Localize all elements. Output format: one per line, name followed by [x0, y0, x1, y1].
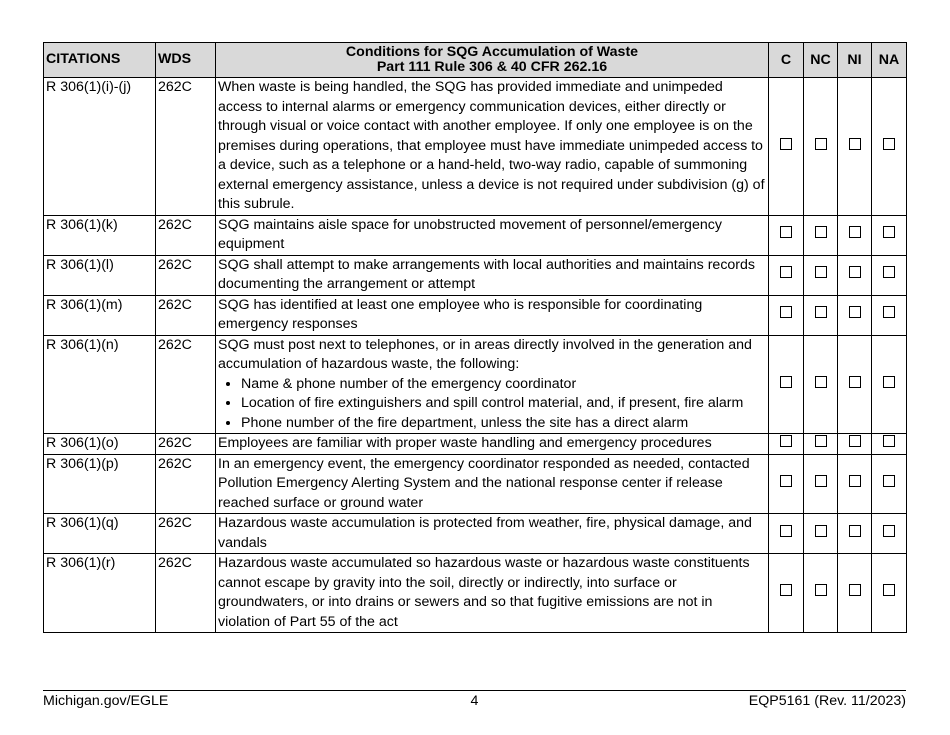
wds-cell: 262C: [156, 514, 216, 554]
header-c: C: [769, 43, 804, 78]
page-number: 4: [470, 693, 479, 709]
compliant-checkbox[interactable]: [780, 266, 792, 278]
condition-text: SQG must post next to telephones, or in areas directly involved in the generation and accumulation of hazardous waste, the following:: [218, 336, 752, 372]
not-inspected-checkbox[interactable]: [849, 226, 861, 238]
condition-cell: SQG shall attempt to make arrangements with local authorities and maintains records documenting the arrangement or attempt: [216, 255, 769, 295]
citation-cell: R 306(1)(k): [44, 215, 156, 255]
not-applicable-checkbox[interactable]: [883, 435, 895, 447]
table-row: [44, 255, 907, 295]
not-inspected-checkbox[interactable]: [849, 306, 861, 318]
header-conditions-line1: Conditions for SQG Accumulation of Waste: [345, 44, 639, 60]
compliant-checkbox[interactable]: [780, 584, 792, 596]
condition-cell: SQG maintains aisle space for unobstructed movement of personnel/emergency equipment: [216, 215, 769, 255]
citation-cell: R 306(1)(o): [44, 434, 156, 455]
non-compliant-checkbox[interactable]: [815, 306, 827, 318]
header-ni: NI: [838, 43, 872, 78]
table-row: [44, 215, 907, 255]
wds-cell: 262C: [156, 335, 216, 434]
table-row: [44, 78, 907, 216]
citation-cell: R 306(1)(l): [44, 255, 156, 295]
not-inspected-checkbox[interactable]: [849, 435, 861, 447]
compliant-checkbox[interactable]: [780, 226, 792, 238]
header-citations: CITATIONS: [44, 43, 156, 78]
not-applicable-checkbox[interactable]: [883, 306, 895, 318]
not-inspected-checkbox[interactable]: [849, 376, 861, 388]
table-row: [44, 434, 907, 455]
non-compliant-checkbox[interactable]: [815, 376, 827, 388]
compliant-checkbox[interactable]: [780, 435, 792, 447]
citation-cell: R 306(1)(r): [44, 554, 156, 633]
wds-cell: 262C: [156, 434, 216, 455]
non-compliant-checkbox[interactable]: [815, 266, 827, 278]
non-compliant-checkbox[interactable]: [815, 584, 827, 596]
page-footer: [43, 690, 906, 714]
condition-cell: In an emergency event, the emergency coordinator responded as needed, contacted Pollution Emergency Alerting System and the national response center if release reached surface or ground water: [216, 454, 769, 514]
not-inspected-checkbox[interactable]: [849, 138, 861, 150]
non-compliant-checkbox[interactable]: [815, 226, 827, 238]
citation-cell: R 306(1)(i)-(j): [44, 78, 156, 216]
condition-cell: Hazardous waste accumulation is protected from weather, fire, physical damage, and vandals: [216, 514, 769, 554]
wds-cell: 262C: [156, 295, 216, 335]
compliant-checkbox[interactable]: [780, 306, 792, 318]
compliant-checkbox[interactable]: [780, 475, 792, 487]
citation-cell: R 306(1)(m): [44, 295, 156, 335]
citation-cell: R 306(1)(p): [44, 454, 156, 514]
table-row: [44, 554, 907, 633]
table-row: [44, 295, 907, 335]
posting-requirements-list: [218, 375, 766, 434]
form-number: EQP5161 (Rev. 11/2023): [748, 693, 906, 709]
not-applicable-checkbox[interactable]: [883, 475, 895, 487]
not-applicable-checkbox[interactable]: [883, 266, 895, 278]
compliant-checkbox[interactable]: [780, 138, 792, 150]
wds-cell: 262C: [156, 255, 216, 295]
citation-cell: R 306(1)(n): [44, 335, 156, 434]
list-item: • Phone number of the fire department, unless the site has a direct alarm: [241, 414, 766, 434]
non-compliant-checkbox[interactable]: [815, 435, 827, 447]
not-inspected-checkbox[interactable]: [849, 525, 861, 537]
not-applicable-checkbox[interactable]: [883, 525, 895, 537]
list-item: • Name & phone number of the emergency coordinator: [241, 375, 766, 395]
wds-cell: 262C: [156, 554, 216, 633]
not-inspected-checkbox[interactable]: [849, 584, 861, 596]
header-na: NA: [872, 43, 907, 78]
condition-cell: Hazardous waste accumulated so hazardous waste or hazardous waste constituents cannot escape by gravity into the soil, directly or indirectly, into surface or groundwaters, or into drains or sewers and so that fugitive emissions are not in violation of Part 55 of the act: [216, 554, 769, 633]
wds-cell: 262C: [156, 215, 216, 255]
not-inspected-checkbox[interactable]: [849, 475, 861, 487]
sqg-conditions-table: [43, 42, 907, 633]
header-conditions-line2: Part 111 Rule 306 & 40 CFR 262.16: [376, 59, 608, 75]
not-applicable-checkbox[interactable]: [883, 226, 895, 238]
compliant-checkbox[interactable]: [780, 376, 792, 388]
footer-website: Michigan.gov/EGLE: [43, 693, 169, 709]
non-compliant-checkbox[interactable]: [815, 138, 827, 150]
not-inspected-checkbox[interactable]: [849, 266, 861, 278]
wds-cell: 262C: [156, 78, 216, 216]
compliant-checkbox[interactable]: [780, 525, 792, 537]
condition-cell: Employees are familiar with proper waste handling and emergency procedures: [216, 434, 769, 455]
not-applicable-checkbox[interactable]: [883, 584, 895, 596]
header-wds: WDS: [156, 43, 216, 78]
not-applicable-checkbox[interactable]: [883, 376, 895, 388]
table-row: [44, 335, 907, 434]
header-nc: NC: [804, 43, 838, 78]
non-compliant-checkbox[interactable]: [815, 475, 827, 487]
citation-cell: R 306(1)(q): [44, 514, 156, 554]
condition-cell: [216, 335, 769, 434]
condition-cell: When waste is being handled, the SQG has provided immediate and unimpeded access to internal alarms or emergency communication devices, either directly or through visual or voice contact with another employee. If only one employee is on the premises during operations, that employee must have immediate unimpeded access to a device, such as a telephone or a hand-held, two-way radio, capable of summoning external emergency assistance, unless a device is not required under subdivision (g) of this subrule.: [216, 78, 769, 216]
wds-cell: 262C: [156, 454, 216, 514]
list-item: • Location of fire extinguishers and spill control material, and, if present, fire alarm: [241, 394, 766, 414]
table-row: [44, 514, 907, 554]
header-row: [44, 43, 907, 78]
table-row: [44, 454, 907, 514]
condition-cell: SQG has identified at least one employee who is responsible for coordinating emergency responses: [216, 295, 769, 335]
header-conditions: [216, 43, 769, 78]
not-applicable-checkbox[interactable]: [883, 138, 895, 150]
non-compliant-checkbox[interactable]: [815, 525, 827, 537]
